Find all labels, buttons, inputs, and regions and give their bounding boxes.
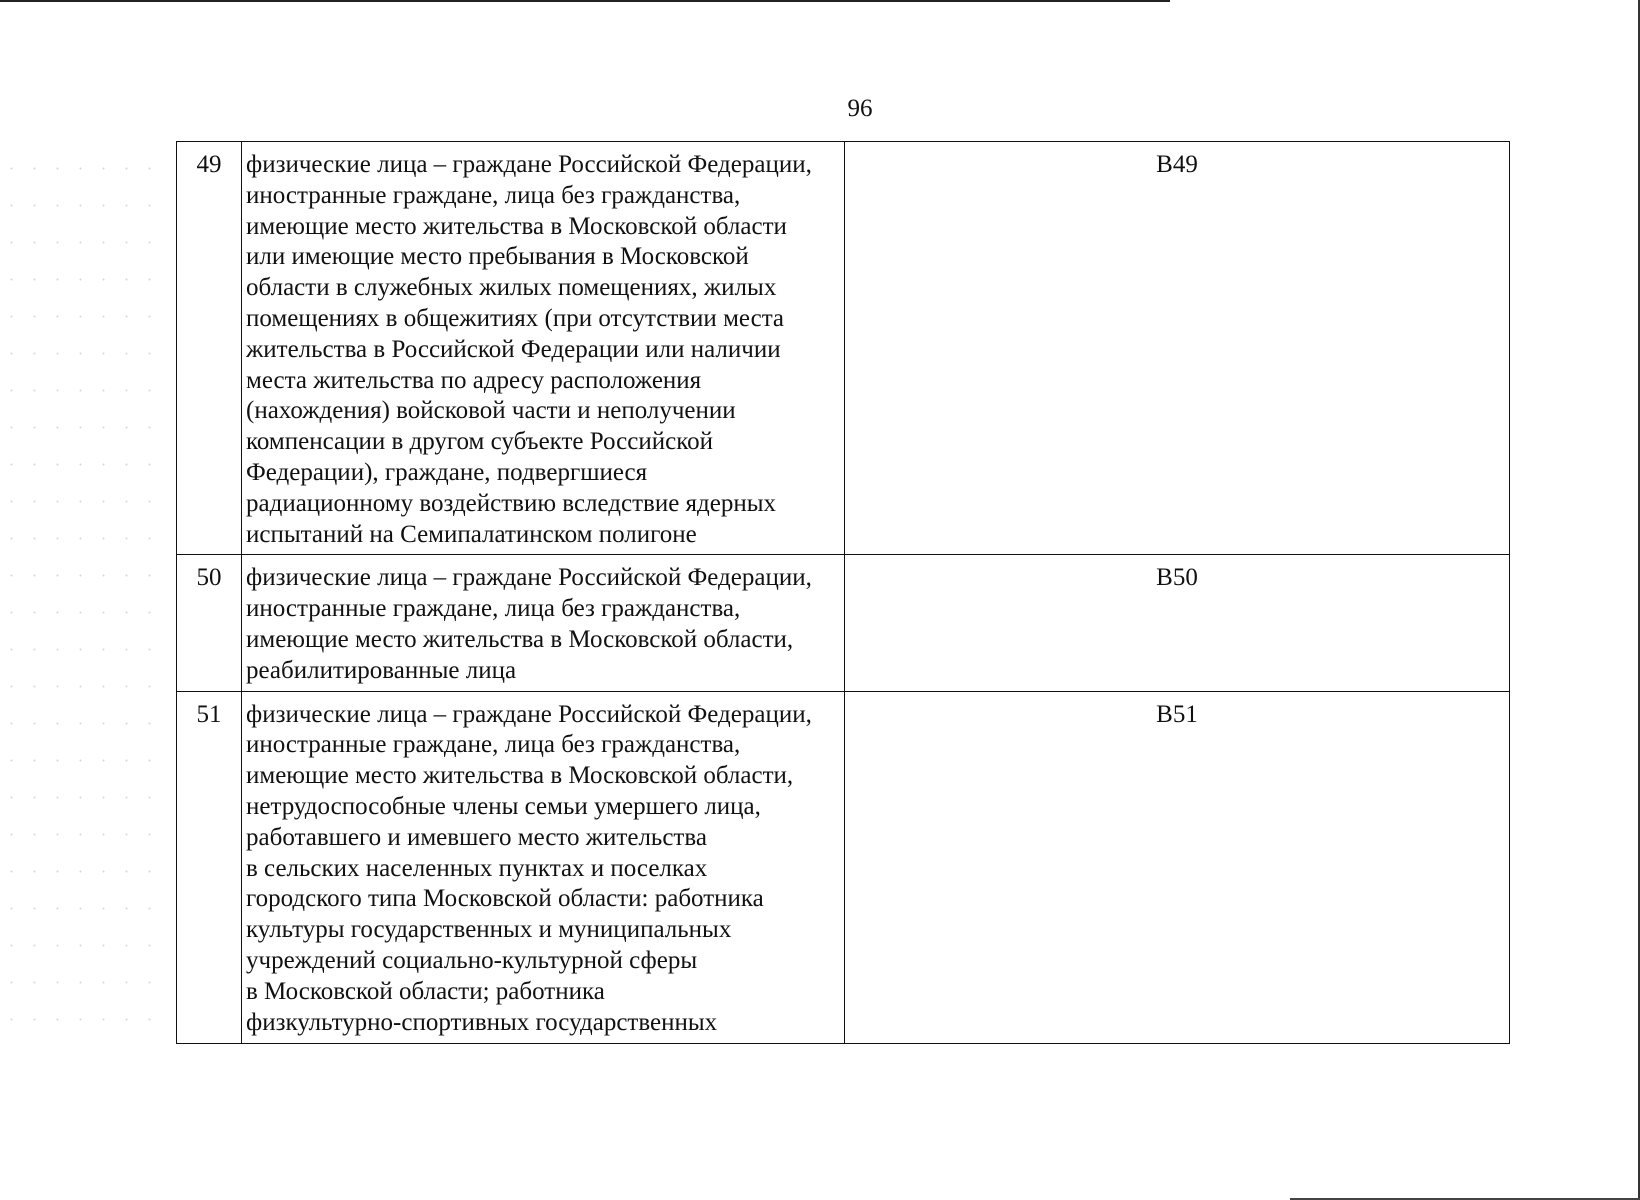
row-description: физические лица – граждане Российской Федерации, иностранные граждане, лица без гражданства, имеющие место жительства в Московской области, реабилитированные лица xyxy=(242,555,845,691)
scan-noise xyxy=(0,150,170,1050)
table-row xyxy=(177,142,1510,555)
row-description: физические лица – граждане Российской Федерации, иностранные граждане, лица без гражданства, имеющие место жительства в Московской области, нетрудоспособные члены семьи умершего лица, работавшего и имевшего место жительства в сельских населенных пунктах и поселках городского типа Московской области: работника культуры государственных и муниципальных учреждений социально-культурной сферы в Московской области; работника физкультурно-спортивных государственных xyxy=(242,691,845,1043)
scan-edge-top xyxy=(0,0,1170,2)
row-number: 49 xyxy=(177,142,242,555)
table-row xyxy=(177,691,1510,1043)
row-description: физические лица – граждане Российской Федерации, иностранные граждане, лица без гражданства, имеющие место жительства в Московской области или имеющие место пребывания в Московской области в служебных жилых помещениях, жилых помещениях в общежитиях (при отсутствии места жительства в Российской Федерации или наличии места жительства по адресу расположения (нахождения) войсковой части и неполучении компенсации в другом субъекте Российской Федерации), граждане, подвергшиеся радиационному воздействию вследствие ядерных испытаний на Семипалатинском полигоне xyxy=(242,142,845,555)
row-number: 50 xyxy=(177,555,242,691)
register-table xyxy=(176,141,1510,1044)
row-code: B50 xyxy=(845,555,1510,691)
page-number: 96 xyxy=(847,95,873,122)
table-row xyxy=(177,555,1510,691)
row-code: B51 xyxy=(845,691,1510,1043)
row-code: B49 xyxy=(845,142,1510,555)
row-number: 51 xyxy=(177,691,242,1043)
